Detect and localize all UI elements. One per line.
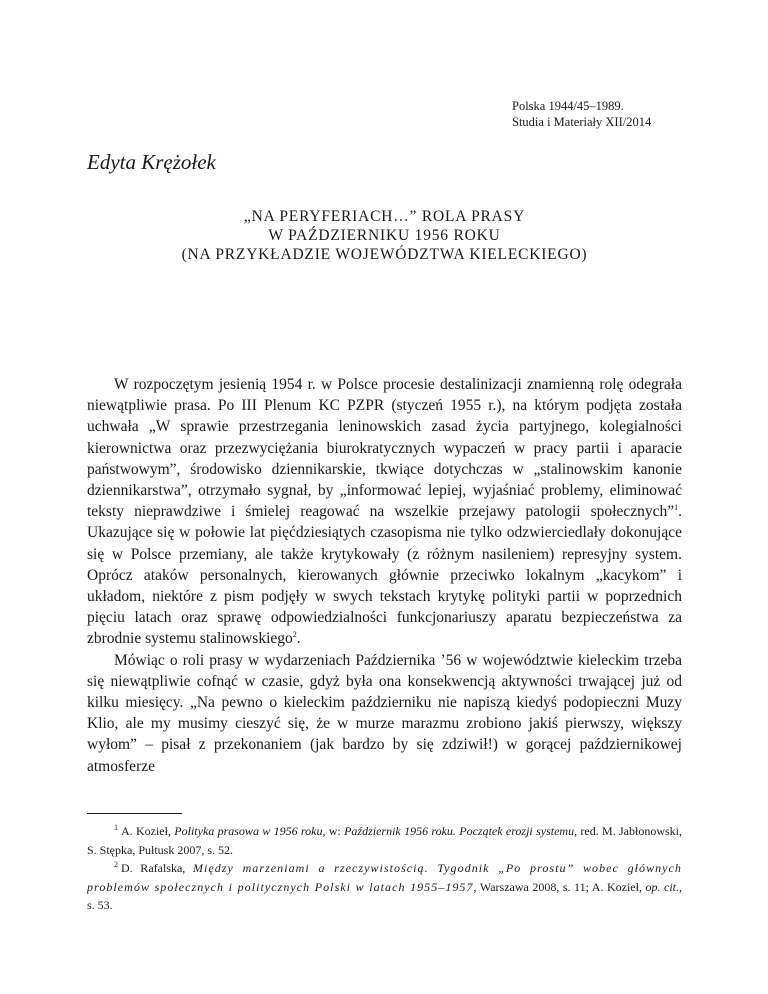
article-body bbox=[87, 374, 682, 777]
footnote-ref-2: 2 bbox=[292, 630, 297, 640]
paragraph-2: Mówiąc o roli prasy w wydarzeniach Października ’56 w województwie kieleckim trzeba się niewątpliwie cofnąć w czasie, gdyż była ona konsekwencją aktywności trwającej już od kilku miesięcy. „Na pewno o kieleckim październiku nie napiszą kiedyś podopieczni Muzy Klio, ale my musimy cieszyć się, że w murze marazmu zrobiono jakiś pierwszy, większy wyłom” – pisał z przekonaniem (jak bardzo by się zdziwił!) w gorącej październikowej atmosferze bbox=[87, 651, 682, 775]
footnote-2 bbox=[87, 859, 682, 915]
footnote-1-mid: , w: bbox=[322, 824, 345, 838]
footnotes bbox=[87, 822, 682, 915]
series-line-1: Polska 1944/45–1989. bbox=[512, 99, 624, 113]
footnote-ref-1: 1 bbox=[674, 503, 679, 513]
author-name: Edyta Krężołek bbox=[87, 150, 216, 174]
footnote-1-title-a: Polityka prasowa w 1956 roku bbox=[174, 824, 323, 838]
footnote-2-title-b: op. cit. bbox=[645, 879, 679, 894]
footnote-1-number: 1 bbox=[114, 823, 118, 832]
footnote-2-title-a: Między marzeniami a rzeczywistością. Tygodnik „Po prostu” wobec głównych problemów społecznych i politycznych Polski w latach 1955–1957 bbox=[87, 861, 682, 894]
paragraph-1-text-b: . Ukazujące się w połowie lat pięćdziesiątych czasopisma nie tylko odzwierciedlały dokonujące się w Polsce przemiany, ale także krytykowały (z różnym nasileniem) represyjny system. Oprócz ataków personalnych, kierowanych głównie przeciwko lokalnym „kacykom” i układom, niektóre z pism podjęły w swych tekstach krytykę polityki partii w poprzednich pięciu latach oraz sprawę odpowiedzialności funkcjonariuszy aparatu bezpieczeństwa za zbrodnie systemu stalinowskiego bbox=[87, 503, 682, 648]
footnote-1-pre: A. Kozieł, bbox=[121, 824, 175, 838]
paragraph-1-text-a: W rozpoczętym jesienią 1954 r. w Polsce procesie destalinizacji znamienną rolę odegrała niewątpliwie prasa. Po III Plenum KC PZPR (styczeń 1955 r.), na którym podjęta została uchwała „W sprawie przestrzegania leninowskich zasad życia partyjnego, kolegialności kierownictwa oraz przezwyciężania biurokratycznych wypaczeń w pracy partii i aparacie państwowym”, środowisko dziennikarskie, tkwiące dotychczas w „stalinowskim kanonie dziennikarstwa”, otrzymało sygnał, by „informować lepiej, wyjaśniać problemy, eliminować teksty nieprawdziwe i śmielej reagować na wszelkie przejawy patologii społecznych” bbox=[87, 376, 682, 521]
title-line-3: (NA PRZYKŁADZIE WOJEWÓDZTWA KIELECKIEGO) bbox=[181, 246, 588, 263]
footnote-divider bbox=[87, 813, 182, 814]
title-line-2: W PAŹDZIERNIKU 1956 ROKU bbox=[268, 227, 501, 244]
footnote-2-mid: , Warszawa 2008, s. 11; A. Kozieł, bbox=[473, 879, 646, 894]
series-line-2: Studia i Materiały XII/2014 bbox=[512, 115, 652, 129]
footnote-2-pre: D. Rafalska, bbox=[121, 861, 193, 875]
footnote-2-number: 2 bbox=[114, 860, 118, 869]
article-title bbox=[87, 207, 682, 264]
series-info bbox=[512, 98, 651, 130]
footnote-1-post: , red. M. Jabłonowski, S. Stępka, Pułtusk 2007, s. 52. bbox=[87, 824, 683, 857]
footnote-1-title-b: Październik 1956 roku. Początek erozji systemu bbox=[344, 824, 575, 838]
footnote-1 bbox=[87, 822, 682, 859]
paragraph-1 bbox=[87, 374, 682, 650]
footnote-2-post: , s. 53. bbox=[87, 879, 682, 912]
paragraph-1-text-c: . bbox=[296, 630, 301, 648]
title-line-1: „NA PERYFERIACH…” ROLA PRASY bbox=[243, 208, 526, 225]
